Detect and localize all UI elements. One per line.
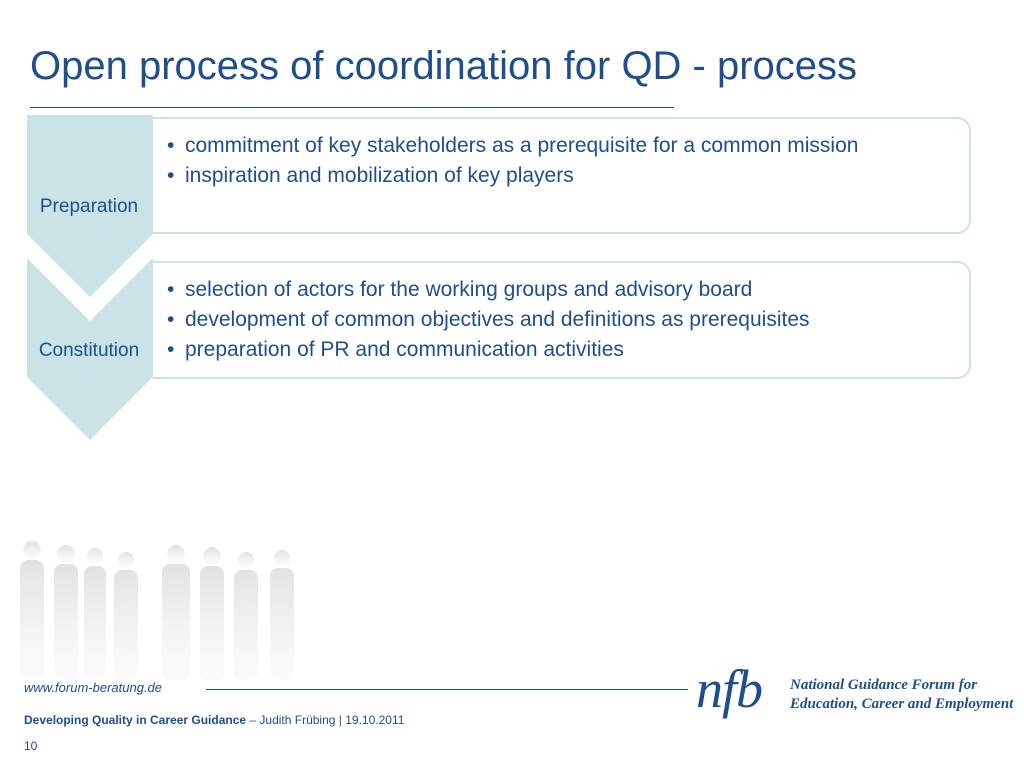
- organization-name-line-1: National Guidance Forum for: [790, 677, 978, 693]
- step-box-constitution: [153, 261, 971, 379]
- bullet-item: • preparation of PR and communication activities: [165, 337, 949, 362]
- page-number: 10: [24, 739, 38, 753]
- bullet-item: • inspiration and mobilization of key players: [165, 163, 949, 188]
- bullet-item: • selection of actors for the working groups and advisory board: [165, 277, 949, 302]
- organization-name: [790, 676, 1013, 714]
- organization-name-line-2: Education, Career and Employment: [790, 696, 1014, 712]
- author-date: – Judith Frübing | 19.10.2011: [246, 713, 405, 727]
- footer-divider: [206, 689, 688, 690]
- step-label-constitution: Constitution: [38, 340, 140, 361]
- people-silhouettes-image: [0, 530, 310, 700]
- nfb-logo: nfb: [696, 659, 763, 719]
- presentation-footer: [24, 713, 404, 727]
- bullet-item: • development of common objectives and definitions as prerequisites: [165, 307, 949, 332]
- presentation-title: Developing Quality in Career Guidance: [24, 713, 247, 727]
- website-url: www.forum-beratung.de: [24, 680, 163, 695]
- bullet-list: [165, 277, 949, 362]
- slide-title: Open process of coordination for QD - process: [30, 44, 858, 88]
- bullet-item: • commitment of key stakeholders as a prerequisite for a common mission: [165, 133, 949, 158]
- step-box-preparation: [153, 117, 971, 234]
- bullet-list: [165, 133, 949, 188]
- step-label-preparation: Preparation: [39, 196, 139, 217]
